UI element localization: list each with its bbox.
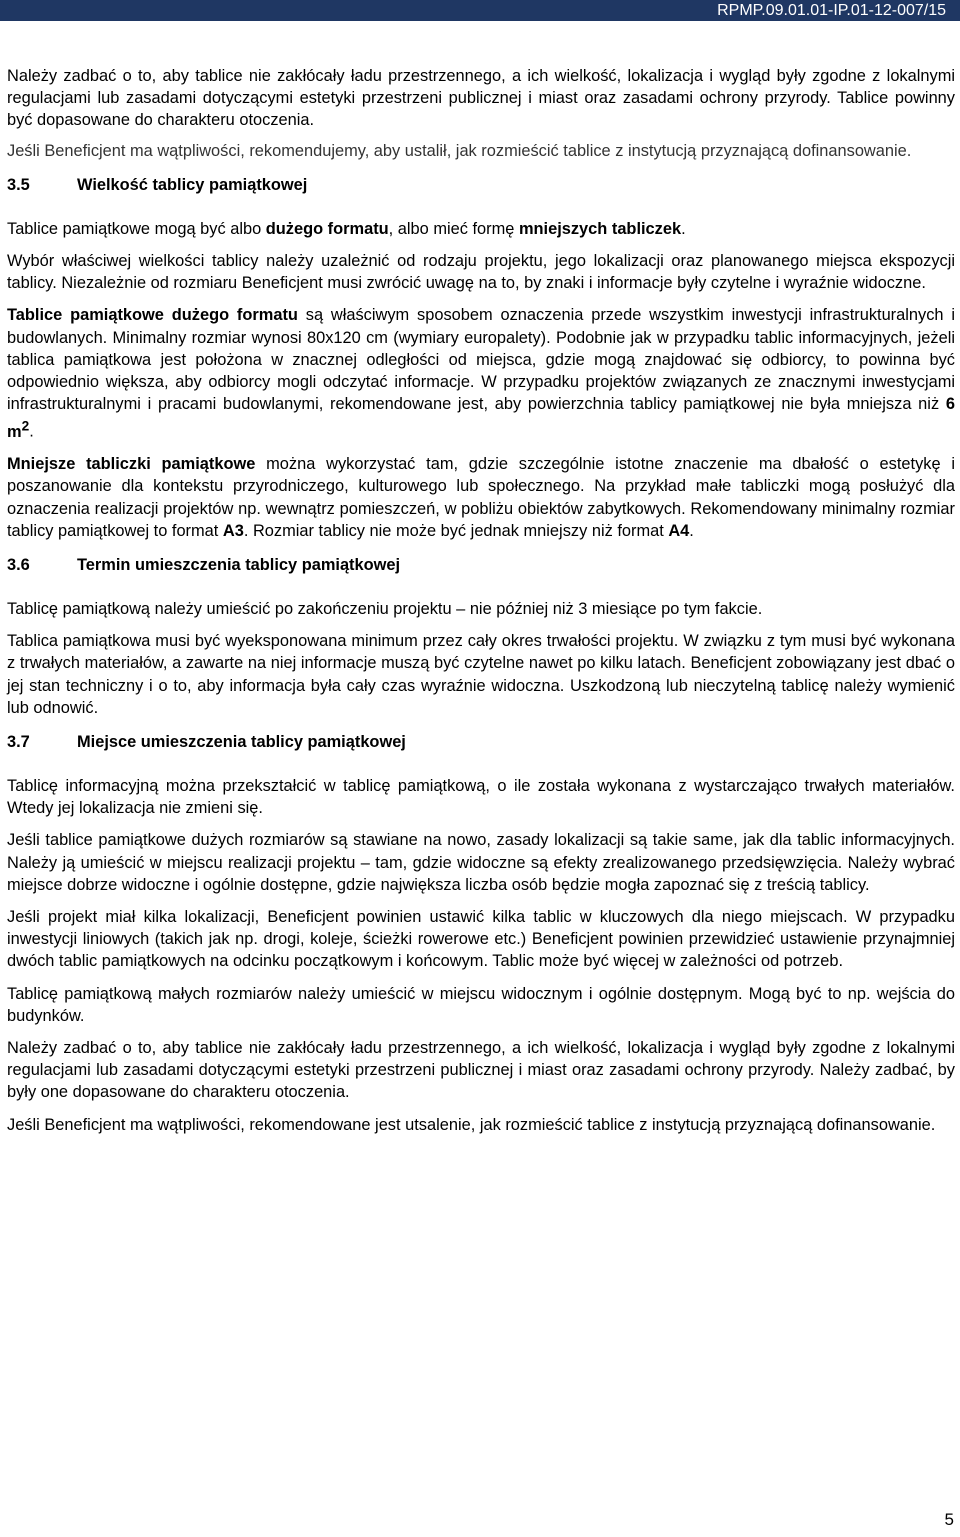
text-run: 6 m xyxy=(7,395,955,441)
paragraph: Tablicę informacyjną można przekształcić w tablicę pamiątkową, o ile została wykonana z wystarczająco trwałych materiałów. Wtedy jej lokalizacja nie zmieni się. xyxy=(7,776,955,818)
text-run: . Rozmiar tablicy nie może być jednak mniejszy niż format xyxy=(243,521,669,540)
section-number: 3.5 xyxy=(7,175,30,194)
section-heading-3-6 xyxy=(7,554,955,576)
text-run: . xyxy=(29,422,34,441)
paragraph: Tablica pamiątkowa musi być wyeksponowana minimum przez cały okres trwałości projektu. W związku z tym musi być wykonana z trwałych materiałów, a zawarte na niej informacje muszą być czytelne nawet po kilku latach. Beneficjent zobowiązany jest dbać o jej stan techniczny i o to, aby informacja była cały czas wyraźnie widoczna. Uszkodzoną lub nieczytelną tablicę należy wymienić lub odnowić. xyxy=(7,632,955,717)
paragraph: Jeśli Beneficjent ma wątpliwości, rekomendowane jest utsalenie, jak rozmieścić tablice z instytucją przyznającą dofinansowanie. xyxy=(7,1115,936,1134)
paragraph xyxy=(7,304,955,443)
paragraph: Tablicę pamiątkową małych rozmiarów należy umieścić w miejscu widocznym i ogólnie dostępnym. Mogą być to np. wejścia do budynków. xyxy=(7,984,955,1025)
bold-text: A3 xyxy=(222,521,244,540)
section-title: Termin umieszczenia tablicy pamiątkowej xyxy=(77,555,401,574)
text-run: są właściwym sposobem oznaczenia przede wszystkim inwestycji infrastrukturalnych i budowlanych. Minimalny rozmiar wynosi 80x120 cm (wymiary europalety). Podobnie jak w przypadku tablic informacyjnych, jeżeli tablica pamiątkowa jest położona w znacznej odległości od miejsca, gdzie mogą znajdować się odbiorcy, to powinna być odpowiednio większa, aby odbiorcy mogli odczytać informacje. W przypadku projektów związanych ze znacznymi inwestycjami infrastrukturalnymi i pracami budowlanymi, rekomendowane jest, aby powierzchnia tablicy pamiątkowej nie była mniejsza niż xyxy=(7,306,955,414)
page-number: 5 xyxy=(944,1510,954,1529)
paragraph: Należy zadbać o to, aby tablice nie zakłócały ładu przestrzennego, a ich wielkość, lokalizacja i wygląd były zgodne z lokalnymi regulacjami lub zasadami dotyczącymi estetyki przestrzeni publicznej i miast oraz zasadami ochrony przyrody. Należy zadbać, by były one dopasowane do charakteru otoczenia. xyxy=(7,1038,955,1102)
document-code: RPMP.09.01.01-IP.01-12-007/15 xyxy=(717,2,946,19)
text-run: , albo mieć formę xyxy=(388,219,519,238)
text-run: . xyxy=(689,521,694,540)
text-run: . xyxy=(681,219,686,238)
section-title: Miejsce umieszczenia tablicy pamiątkowej xyxy=(77,732,406,751)
paragraph: Tablicę pamiątkową należy umieścić po zakończeniu projektu – nie później niż 3 miesiące po tym fakcie. xyxy=(7,599,763,618)
paragraph: Jeśli Beneficjent ma wątpliwości, rekomendujemy, aby ustalił, jak rozmieścić tablice z instytucją przyznającą dofinansowanie. xyxy=(7,141,912,160)
paragraph xyxy=(7,218,955,240)
paragraph: Wybór właściwej wielkości tablicy należy uzależnić od rodzaju projektu, jego lokalizacji oraz planowanego miejsca ekspozycji tablicy. Niezależnie od rozmiaru Beneficjent musi zwrócić uwagę na to, by znaki i informacje były czytelne i wyraźnie widoczne. xyxy=(7,252,955,293)
section-number: 3.7 xyxy=(7,732,30,751)
section-heading-3-5 xyxy=(7,174,955,196)
bold-text: mniejszych tabliczek xyxy=(518,219,682,238)
bold-text: Tablice pamiątkowe dużego formatu xyxy=(7,306,298,325)
superscript: 2 xyxy=(21,418,30,434)
bold-text: dużego formatu xyxy=(265,219,389,238)
header-bar xyxy=(0,0,960,21)
section-number: 3.6 xyxy=(7,555,30,574)
paragraph: Jeśli tablice pamiątkowe dużych rozmiarów są stawiane na nowo, zasady lokalizacji są takie same, jak dla tablic informacyjnych. Należy ją umieścić w miejscu realizacji projektu – tam, gdzie widoczne są efekty zrealizowanego przedsięwzięcia. Należy wybrać miejsce dobrze widoczne i ogólnie dostępne, gdzie największa liczba osób będzie mogła zapoznać się z treścią tablicy. xyxy=(7,831,955,894)
text-run: można wykorzystać tam, gdzie szczególnie istotne znaczenie ma dbałość o estetykę i poszanowanie dla kontekstu przyrodniczego, kulturowego lub społecznego. Na przykład małe tabliczki mogą posłużyć dla oznaczenia realizacji projektów np. wewnątrz pomieszczeń, w pobliżu obiektów zabytkowych. Rekomendowany minimalny rozmiar tablicy pamiątkowej to format xyxy=(7,455,955,540)
text-run: Tablice pamiątkowe mogą być albo xyxy=(7,219,266,238)
section-heading-3-7 xyxy=(7,731,955,753)
document-body xyxy=(7,65,955,1146)
paragraph: Jeśli projekt miał kilka lokalizacji, Beneficjent powinien ustawić kilka tablic w kluczowych dla niego miejscach. W przypadku inwestycji liniowych (takich jak np. drogi, koleje, ścieżki rowerowe etc.) Beneficjent powinien przewidzieć ustawienie przynajmniej dwóch tablic pamiątkowych na odcinku początkowym i końcowym. Tablic może być więcej w zależności od potrzeb. xyxy=(7,907,955,971)
paragraph: Należy zadbać o to, aby tablice nie zakłócały ładu przestrzennego, a ich wielkość, lokalizacja i wygląd były zgodne z lokalnymi regulacjami lub zasadami dotyczącymi estetyki przestrzeni publicznej i miast oraz zasadami ochrony przyrody. Tablice powinny być dopasowane do charakteru otoczenia. xyxy=(7,67,955,130)
paragraph xyxy=(7,453,955,542)
section-title: Wielkość tablicy pamiątkowej xyxy=(77,175,308,194)
bold-text: Mniejsze tabliczki pamiątkowe xyxy=(7,455,256,474)
bold-text: A4 xyxy=(668,521,690,540)
